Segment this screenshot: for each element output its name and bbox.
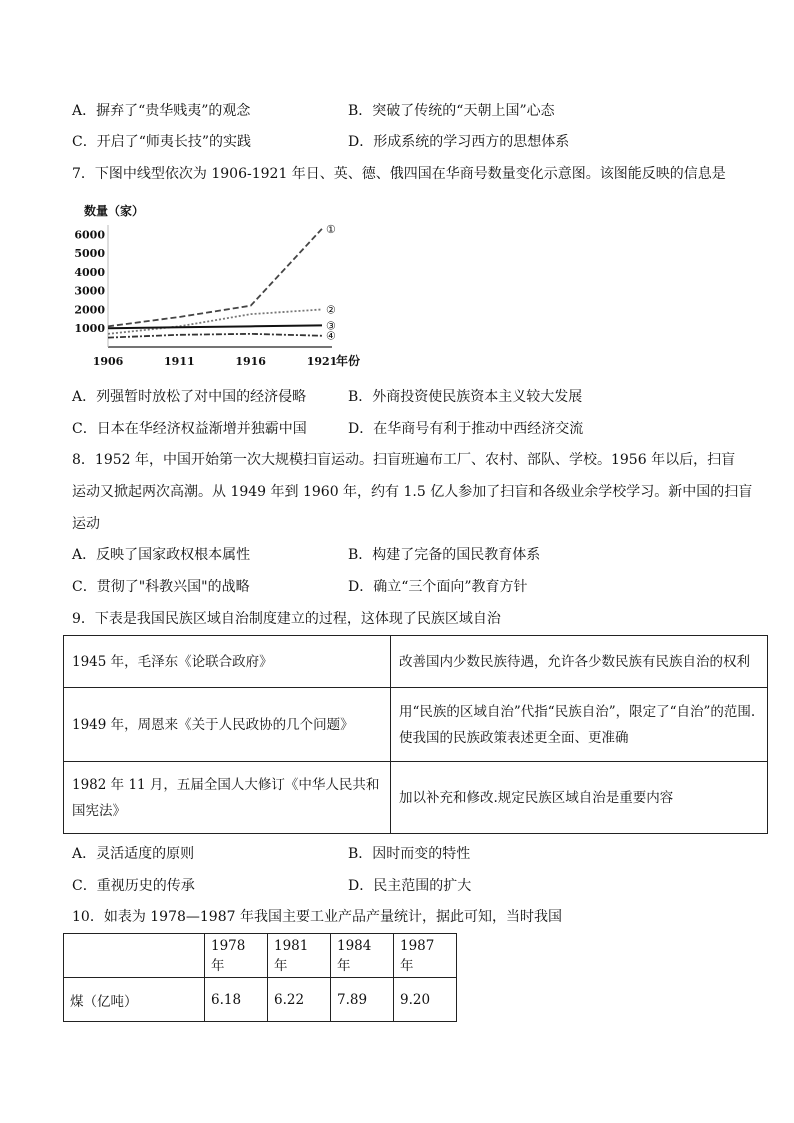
y-tick-label: 5000: [74, 247, 105, 261]
q9-table: [63, 635, 768, 834]
q7-option-c: C．日本在华经济权益渐增并独霸中国: [72, 421, 307, 437]
y-tick-label: 6000: [74, 228, 105, 242]
q10-header-4: 1987 年: [394, 934, 457, 978]
series-label-3: ③: [326, 319, 336, 333]
x-tick-label: 1916: [235, 355, 266, 368]
q10-table: [63, 933, 457, 1022]
q8-option-b: B．构建了完备的国民教育体系: [348, 547, 541, 563]
q10-header-1: 1978 年: [205, 934, 268, 978]
q7-stem: 7．下图中线型依次为 1906-1921 年日、英、德、俄四国在华商号数量变化示意图。该图能反映的信息是: [72, 166, 726, 182]
table-row: [64, 762, 768, 834]
q7-option-b: B．外商投资使民族资本主义较大发展: [348, 389, 583, 405]
q6-option-a: A．摒弃了“贵华贱夷”的观念: [72, 103, 251, 119]
y-tick-labels: [74, 228, 105, 335]
q8-stem-line1: 8．1952 年，中国开始第一次大规模扫盲运动。扫盲班遍布工厂、农村、部队、学校。1956 年以后，扫盲: [72, 452, 736, 468]
table-header-row: [64, 934, 457, 978]
q8-option-c: C．贯彻了"科教兴国"的战略: [72, 579, 250, 595]
y-tick-label: 1000: [74, 322, 105, 336]
q9-option-c: C．重视历史的传承: [72, 878, 195, 894]
q9-r2-right: [391, 688, 768, 762]
q7-line-chart: [70, 195, 360, 375]
series-layer: [108, 223, 336, 343]
q9-r3-left: [64, 762, 391, 834]
q9-r2-left: 1949 年，周恩来《关于人民政协的几个问题》: [64, 688, 391, 762]
series-line-1: [108, 229, 322, 327]
x-tick-labels: [93, 355, 338, 368]
q10-header-3: 1984 年: [331, 934, 394, 978]
q10-cell-1984: 7.89: [331, 978, 394, 1022]
q9-r3-left-line1: 1982 年 11 月，五届全国人大修订《中华人民共和: [72, 776, 380, 793]
q10-header-2: 1981 年: [268, 934, 331, 978]
table-row: [64, 636, 768, 688]
series-line-3: [108, 325, 322, 328]
table-row: [64, 688, 768, 762]
series-label-4: ④: [326, 329, 336, 343]
table-row: [64, 978, 457, 1022]
q9-option-d: D．民主范围的扩大: [348, 878, 472, 894]
y-tick-label: 3000: [74, 284, 105, 298]
q9-stem: 9．下表是我国民族区域自治制度建立的过程，这体现了民族区域自治: [72, 611, 501, 627]
q8-option-d: D．确立“三个面向”教育方针: [348, 579, 528, 595]
y-tick-label: 4000: [74, 265, 105, 279]
q9-r2-right-line1: 用“民族的区域自治”代指“民族自治”，限定了“自治”的范围.: [399, 703, 756, 720]
x-tick-label: 1921: [306, 355, 338, 368]
chart-ylabel: 数量（家）: [84, 204, 145, 218]
series-label-1: ①: [326, 222, 336, 236]
q8-option-a: A．反映了国家政权根本属性: [72, 547, 251, 563]
q8-stem-line3: 运动: [72, 516, 100, 532]
q10-cell-1987: 9.20: [394, 978, 457, 1022]
q9-r2-right-line2: 使我国的民族政策表述更全面、更准确: [399, 729, 629, 746]
q9-r3-left-line2: 国宪法》: [72, 802, 126, 819]
chart-xlabel: 年份: [336, 354, 360, 368]
q10-header-0: [64, 934, 205, 978]
x-tick-label: 1911: [164, 355, 195, 368]
q8-stem-line2: 运动又掀起两次高潮。从 1949 年到 1960 年，约有 1.5 亿人参加了扫盲和各级业余学校学习。新中国的扫盲: [72, 484, 753, 500]
q9-r1-left: 1945 年，毛泽东《论联合政府》: [64, 636, 391, 688]
q9-r1-right: 改善国内少数民族待遇，允许各少数民族有民族自治的权利: [391, 636, 768, 688]
q10-cell-1981: 6.22: [268, 978, 331, 1022]
series-label-2: ②: [326, 303, 336, 317]
q9-option-b: B．因时而变的特性: [348, 846, 471, 862]
q6-option-b: B．突破了传统的“天朝上国”心态: [348, 103, 555, 119]
q9-option-a: A．灵活适度的原则: [72, 846, 195, 862]
q7-option-d: D．在华商号有利于推动中西经济交流: [348, 421, 584, 437]
q10-stem: 10．如表为 1978—1987 年我国主要工业产品产量统计，据此可知，当时我国: [72, 909, 562, 925]
y-tick-label: 2000: [74, 303, 105, 317]
q9-r3-right: 加以补充和修改.规定民族区域自治是重要内容: [391, 762, 768, 834]
q7-option-a: A．列强暂时放松了对中国的经济侵略: [72, 389, 307, 405]
q10-cell-label: 煤（亿吨）: [64, 978, 205, 1022]
x-tick-label: 1906: [92, 355, 124, 368]
q6-option-c: C．开启了“师夷长技”的实践: [72, 134, 252, 150]
series-line-4: [108, 334, 322, 338]
q10-cell-1978: 6.18: [205, 978, 268, 1022]
q6-option-d: D．形成系统的学习西方的思想体系: [348, 134, 570, 150]
